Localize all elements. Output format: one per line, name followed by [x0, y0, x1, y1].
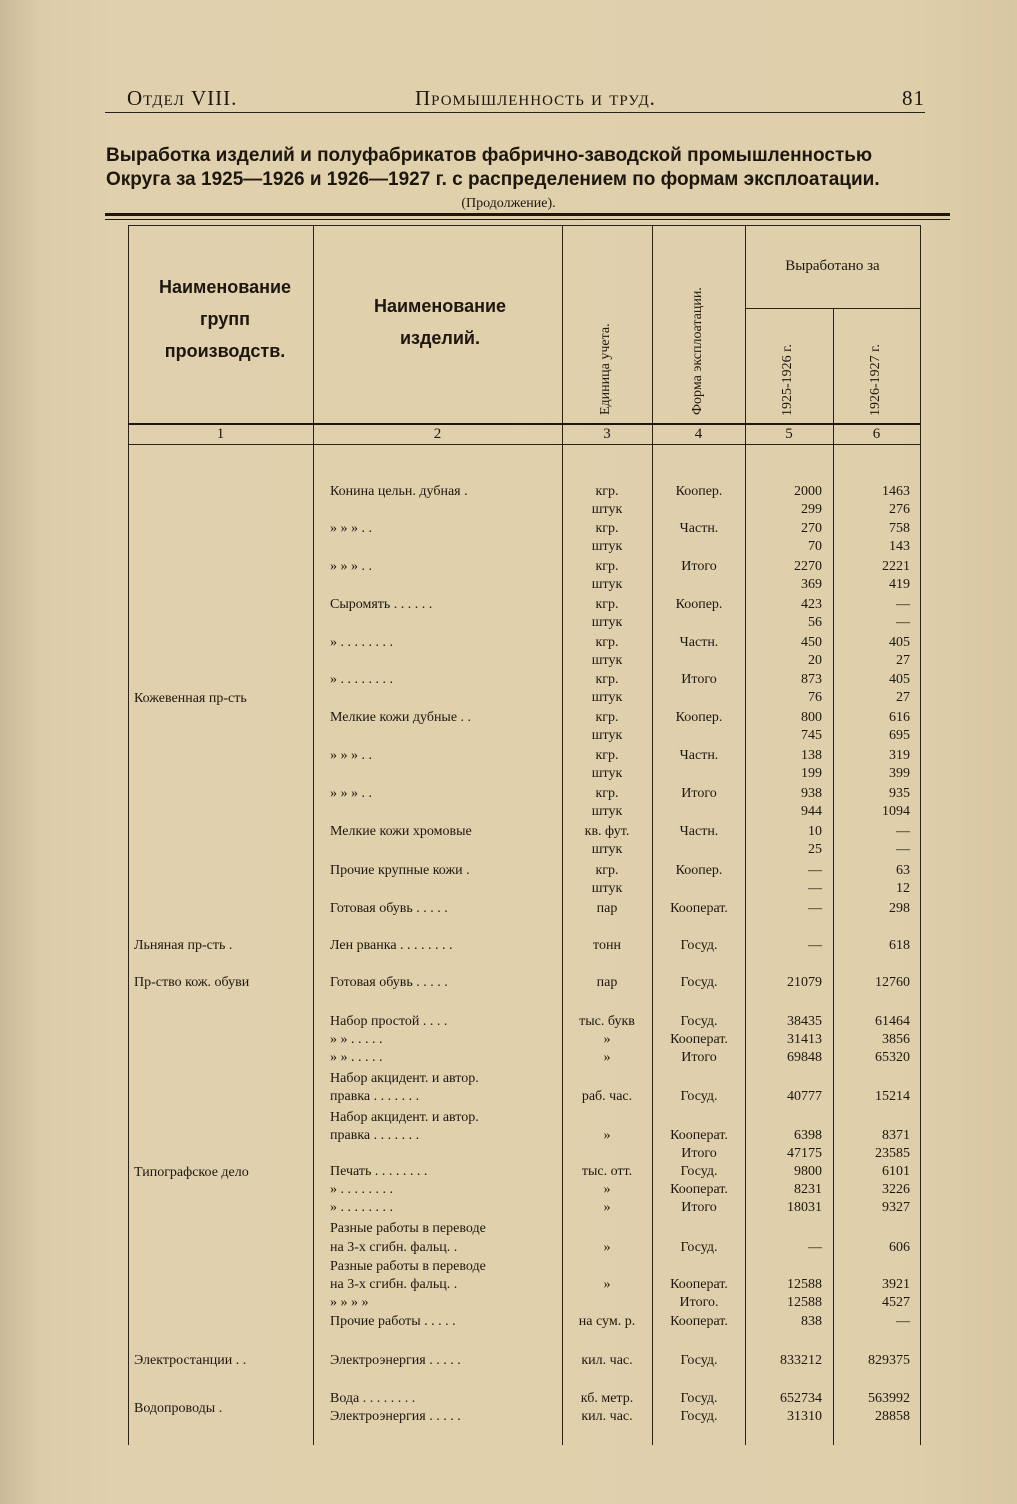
- value-1925-1926: 270: [801, 521, 822, 536]
- value-1925-1926: 833212: [780, 1353, 822, 1368]
- value-1926-1927: —: [896, 597, 910, 612]
- value-1926-1927: 606: [889, 1240, 910, 1255]
- unit: кгр.: [595, 521, 619, 536]
- column-divider: [745, 225, 746, 1445]
- value-1926-1927: 935: [889, 786, 910, 801]
- section-title: Промышленность и труд.: [415, 86, 656, 110]
- value-1925-1926: 21079: [787, 975, 822, 990]
- table-border-left: [128, 225, 129, 1445]
- value-1926-1927: 3921: [882, 1277, 910, 1292]
- colnum-3: 3: [603, 426, 611, 442]
- item-name: Вода . . . . . . . .: [330, 1391, 416, 1406]
- item-name: Сыромять . . . . . .: [330, 597, 433, 612]
- value-1926-1927: 2221: [882, 559, 910, 574]
- ownership-form: Итого: [681, 1200, 717, 1215]
- value-1925-1926: 138: [801, 748, 822, 763]
- ownership-form: Коопер.: [675, 597, 723, 612]
- value-1926-1927: 3226: [882, 1182, 910, 1197]
- item-name: » » » . .: [330, 748, 372, 763]
- col6-header: 1926-1927 г.: [868, 344, 883, 416]
- value-1926-1927: 27: [896, 690, 910, 705]
- item-name: » » . . . . .: [330, 1050, 383, 1065]
- item-name: » » » . .: [330, 559, 372, 574]
- value-1925-1926: —: [808, 1240, 822, 1255]
- unit: »: [603, 1277, 611, 1292]
- item-name: Конина цельн. дубная .: [330, 484, 468, 499]
- header-bottom-rule: [128, 423, 920, 425]
- col1-header: Наименование групп производств.: [158, 277, 292, 361]
- value-1925-1926: 873: [801, 672, 822, 687]
- value-1926-1927: 618: [889, 938, 910, 953]
- unit: кгр.: [595, 597, 619, 612]
- value-1926-1927: 399: [889, 766, 910, 781]
- value-1925-1926: 38435: [787, 1014, 822, 1029]
- colnum-5: 5: [785, 426, 793, 442]
- item-name: Прочие крупные кожи .: [330, 863, 470, 878]
- value-1926-1927: 405: [889, 635, 910, 650]
- ownership-form: Частн.: [679, 748, 719, 763]
- item-name: Разные работы в переводе: [330, 1259, 486, 1274]
- unit: штук: [591, 577, 623, 592]
- item-name: правка . . . . . . .: [330, 1089, 420, 1104]
- unit: »: [603, 1200, 611, 1215]
- value-1926-1927: 6101: [882, 1164, 910, 1179]
- value-1925-1926: 12588: [787, 1277, 822, 1292]
- value-1925-1926: 450: [801, 635, 822, 650]
- ownership-form: Коопер.: [675, 484, 723, 499]
- group-name: Водопроводы .: [134, 1401, 223, 1416]
- unit: кгр.: [595, 786, 619, 801]
- value-1925-1926: 6398: [794, 1128, 822, 1143]
- colnum-rule: [128, 444, 920, 445]
- unit: кгр.: [595, 559, 619, 574]
- value-1925-1926: 2000: [794, 484, 822, 499]
- ownership-form: Госуд.: [680, 1014, 718, 1029]
- unit: штук: [591, 881, 623, 896]
- ownership-form: Госуд.: [680, 975, 718, 990]
- value-1926-1927: 1463: [882, 484, 910, 499]
- ownership-form: Кооперат.: [670, 1182, 728, 1197]
- value-1926-1927: 1094: [882, 804, 910, 819]
- col4-header: Форма эксплоатации.: [690, 287, 705, 415]
- col2-header: Наименование изделий.: [373, 296, 507, 348]
- unit: кил. час.: [581, 1409, 633, 1424]
- ownership-form: Кооперат.: [670, 1032, 728, 1047]
- value-1925-1926: 2270: [794, 559, 822, 574]
- table-border-right: [920, 225, 921, 1445]
- ownership-form: Итого: [681, 559, 717, 574]
- ownership-form: Коопер.: [675, 710, 723, 725]
- value-1925-1926: 423: [801, 597, 822, 612]
- title-rule-thick: [105, 213, 950, 216]
- item-name: правка . . . . . . .: [330, 1128, 420, 1143]
- table-subtitle: (Продолжение).: [461, 196, 556, 211]
- running-header: [105, 86, 925, 113]
- table-top-border: [128, 225, 920, 226]
- value-1926-1927: 12: [896, 881, 910, 896]
- unit: »: [603, 1182, 611, 1197]
- value-1925-1926: 199: [801, 766, 822, 781]
- item-name: » » . . . . .: [330, 1032, 383, 1047]
- value-1926-1927: 276: [889, 502, 910, 517]
- item-name: Печать . . . . . . . .: [330, 1164, 428, 1179]
- unit: тыс. отт.: [581, 1164, 633, 1179]
- title-line-2: Округа за 1925—1926 и 1926—1927 г. с распределением по формам эксплоатации.: [106, 169, 880, 190]
- produced-group-header: Выработано за: [785, 258, 880, 274]
- ownership-form: Госуд.: [680, 1240, 718, 1255]
- value-1926-1927: 9327: [882, 1200, 910, 1215]
- item-name: Электроэнергия . . . . .: [330, 1409, 461, 1424]
- unit: кгр.: [595, 484, 619, 499]
- value-1926-1927: 61464: [875, 1014, 910, 1029]
- value-1926-1927: —: [896, 842, 910, 857]
- value-1925-1926: 10: [808, 824, 822, 839]
- item-name: Мелкие кожи дубные . .: [330, 710, 472, 725]
- value-1925-1926: 31310: [787, 1409, 822, 1424]
- unit: кгр.: [595, 863, 619, 878]
- ownership-form: Кооперат.: [670, 1128, 728, 1143]
- table-title: [106, 144, 956, 192]
- ownership-form: Госуд.: [680, 1391, 718, 1406]
- ownership-form: Частн.: [679, 635, 719, 650]
- unit: »: [603, 1240, 611, 1255]
- value-1926-1927: 695: [889, 728, 910, 743]
- value-1926-1927: 28858: [875, 1409, 910, 1424]
- value-1925-1926: —: [808, 938, 822, 953]
- item-name: Готовая обувь . . . . .: [330, 975, 448, 990]
- item-name: на 3-х сгибн. фальц. .: [330, 1277, 458, 1292]
- value-1925-1926: 944: [801, 804, 822, 819]
- value-1925-1926: 652734: [780, 1391, 822, 1406]
- item-name: Разные работы в переводе: [330, 1221, 486, 1236]
- value-1926-1927: 8371: [882, 1128, 910, 1143]
- ownership-form: Коопер.: [675, 863, 723, 878]
- unit: пар: [596, 901, 618, 916]
- value-1925-1926: 12588: [787, 1295, 822, 1310]
- unit: кб. метр.: [580, 1391, 634, 1406]
- item-name: Электроэнергия . . . . .: [330, 1353, 461, 1368]
- unit: на сум. р.: [578, 1314, 636, 1329]
- value-1926-1927: 616: [889, 710, 910, 725]
- unit: »: [603, 1050, 611, 1065]
- value-1925-1926: 47175: [787, 1146, 822, 1161]
- group-name: Типографское дело: [134, 1165, 249, 1180]
- value-1925-1926: 40777: [787, 1089, 822, 1104]
- value-1925-1926: 31413: [787, 1032, 822, 1047]
- value-1925-1926: 56: [808, 615, 822, 630]
- unit: тыс. букв: [579, 1014, 635, 1029]
- value-1926-1927: —: [896, 824, 910, 839]
- item-name: на 3-х сгибн. фальц. .: [330, 1240, 458, 1255]
- value-1925-1926: 800: [801, 710, 822, 725]
- value-1926-1927: —: [896, 615, 910, 630]
- column-divider: [833, 308, 834, 1445]
- value-1925-1926: —: [808, 901, 822, 916]
- colnum-1: 1: [216, 426, 225, 442]
- value-1925-1926: 9800: [794, 1164, 822, 1179]
- unit: штук: [591, 804, 623, 819]
- item-name: Набор простой . . . .: [330, 1014, 448, 1029]
- unit: раб. час.: [581, 1089, 633, 1104]
- unit: »: [603, 1032, 611, 1047]
- group-name: Пр-ство кож. обуви: [134, 975, 250, 990]
- value-1925-1926: 745: [801, 728, 822, 743]
- unit: кв. фут.: [584, 824, 630, 839]
- col5-header: 1925-1926 г.: [780, 344, 795, 416]
- value-1926-1927: 563992: [868, 1391, 910, 1406]
- value-1926-1927: 12760: [875, 975, 910, 990]
- unit: штук: [591, 653, 623, 668]
- ownership-form: Госуд.: [680, 1164, 718, 1179]
- value-1926-1927: 63: [896, 863, 910, 878]
- value-1925-1926: 369: [801, 577, 822, 592]
- unit: кгр.: [595, 635, 619, 650]
- unit: пар: [596, 975, 618, 990]
- unit: штук: [591, 502, 623, 517]
- ownership-form: Госуд.: [680, 1353, 718, 1368]
- group-name: Кожевенная пр-сть: [134, 691, 247, 706]
- value-1925-1926: —: [808, 863, 822, 878]
- value-1926-1927: 829375: [868, 1353, 910, 1368]
- unit: штук: [591, 539, 623, 554]
- ownership-form: Частн.: [679, 521, 719, 536]
- ownership-form: Госуд.: [680, 1409, 718, 1424]
- value-1925-1926: 20: [808, 653, 822, 668]
- title-rule-thin: [105, 219, 950, 220]
- item-name: » . . . . . . . .: [330, 635, 393, 650]
- unit: тонн: [593, 938, 621, 953]
- item-name: Набор акцидент. и автор.: [330, 1071, 479, 1086]
- title-line-1: Выработка изделий и полуфабрикатов фабрично-заводской промышленностью: [106, 145, 873, 166]
- item-name: » . . . . . . . .: [330, 1200, 393, 1215]
- item-name: Готовая обувь . . . . .: [330, 901, 448, 916]
- colnum-4: 4: [694, 426, 703, 442]
- unit: кгр.: [595, 748, 619, 763]
- ownership-form: Итого: [681, 1146, 717, 1161]
- unit: штук: [591, 690, 623, 705]
- unit: »: [603, 1128, 611, 1143]
- group-name: Льняная пр-сть .: [134, 938, 233, 953]
- item-name: Прочие работы . . . . .: [330, 1314, 456, 1329]
- value-1925-1926: 8231: [794, 1182, 822, 1197]
- unit: кгр.: [595, 672, 619, 687]
- value-1925-1926: 69848: [787, 1050, 822, 1065]
- colnum-2: 2: [433, 426, 442, 442]
- unit: кил. час.: [581, 1353, 633, 1368]
- unit: кгр.: [595, 710, 619, 725]
- ownership-form: Госуд.: [680, 938, 718, 953]
- value-1926-1927: 65320: [875, 1050, 910, 1065]
- group-header-divider: [745, 308, 920, 309]
- value-1926-1927: 758: [889, 521, 910, 536]
- value-1925-1926: 299: [801, 502, 822, 517]
- ownership-form: Частн.: [679, 824, 719, 839]
- value-1925-1926: 838: [801, 1314, 822, 1329]
- col3-header: Единица учета.: [598, 323, 613, 415]
- value-1926-1927: 23585: [875, 1146, 910, 1161]
- value-1926-1927: 405: [889, 672, 910, 687]
- value-1925-1926: 25: [808, 842, 822, 857]
- value-1925-1926: 18031: [787, 1200, 822, 1215]
- ownership-form: Кооперат.: [670, 1314, 728, 1329]
- column-divider: [313, 225, 314, 1445]
- value-1925-1926: 938: [801, 786, 822, 801]
- unit: штук: [591, 728, 623, 743]
- ownership-form: Итого: [681, 786, 717, 801]
- item-name: » » » »: [330, 1295, 369, 1310]
- value-1925-1926: —: [808, 881, 822, 896]
- group-name: Электростанции . .: [134, 1353, 247, 1368]
- value-1926-1927: —: [896, 1314, 910, 1329]
- value-1926-1927: 143: [889, 539, 910, 554]
- item-name: » » » . .: [330, 786, 372, 801]
- value-1926-1927: 15214: [875, 1089, 910, 1104]
- value-1925-1926: 70: [808, 539, 822, 554]
- value-1926-1927: 298: [889, 901, 910, 916]
- value-1926-1927: 3856: [882, 1032, 910, 1047]
- ownership-form: Итого: [681, 672, 717, 687]
- page-number: 81: [902, 86, 925, 110]
- unit: штук: [591, 842, 623, 857]
- ownership-form: Итого.: [679, 1295, 719, 1310]
- item-name: » . . . . . . . .: [330, 672, 393, 687]
- item-name: Лен рванка . . . . . . . .: [330, 938, 453, 953]
- column-divider: [652, 225, 653, 1445]
- value-1926-1927: 27: [896, 653, 910, 668]
- item-name: » » » . .: [330, 521, 372, 536]
- item-name: Набор акцидент. и автор.: [330, 1110, 479, 1125]
- item-name: Мелкие кожи хромовые: [330, 824, 472, 839]
- ownership-form: Госуд.: [680, 1089, 718, 1104]
- item-name: » . . . . . . . .: [330, 1182, 393, 1197]
- colnum-6: 6: [872, 426, 881, 442]
- value-1926-1927: 419: [889, 577, 910, 592]
- unit: штук: [591, 615, 623, 630]
- ownership-form: Кооперат.: [670, 1277, 728, 1292]
- section-label: Отдел VIII.: [127, 86, 238, 110]
- ownership-form: Кооперат.: [670, 901, 728, 916]
- unit: штук: [591, 766, 623, 781]
- ownership-form: Итого: [681, 1050, 717, 1065]
- value-1925-1926: 76: [808, 690, 822, 705]
- value-1926-1927: 319: [889, 748, 910, 763]
- value-1926-1927: 4527: [882, 1295, 910, 1310]
